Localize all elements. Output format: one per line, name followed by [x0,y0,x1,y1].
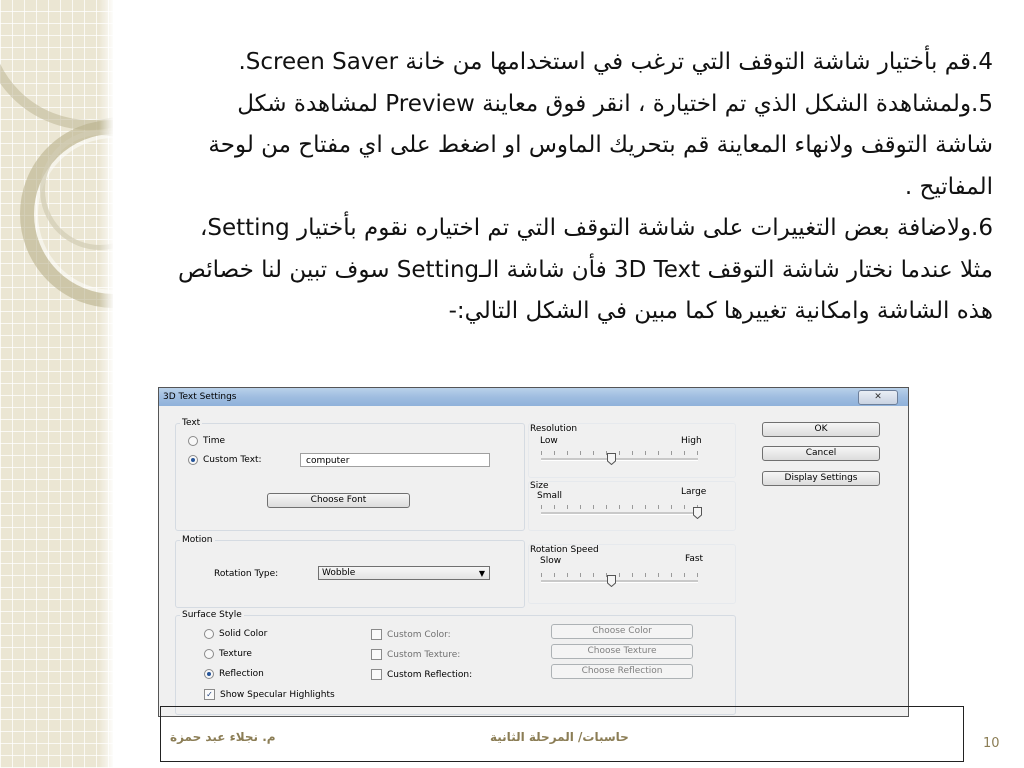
choose-color-button[interactable]: Choose Color [551,624,693,639]
dialog-titlebar[interactable] [159,388,908,406]
choose-reflection-button[interactable]: Choose Reflection [551,664,693,679]
rotation-type-value: Wobble [322,568,356,578]
radio-selected-icon [204,669,214,679]
choose-font-button[interactable]: Choose Font [267,493,410,508]
paragraph-step-5: 5.ولمشاهدة الشكل الذي تم اختيارة ، انقر فوق معاينة Preview لمشاهدة شكل شاشة التوقف ولانهاء المعاينة قم بتحريك الماوس او اضغط على اي مفتاح من لوحة المفاتيح . [208,90,993,200]
slide-body-text [178,42,993,333]
size-group [528,481,736,531]
reflection-label: Reflection [219,669,264,679]
custom-texture-checkbox[interactable] [371,649,460,660]
rotation-speed-slow-label: Slow [540,556,562,566]
slider-thumb-icon[interactable] [693,507,702,519]
rotation-speed-slider[interactable] [541,574,698,596]
resolution-label: Resolution [530,424,578,434]
time-radio[interactable] [188,436,225,446]
custom-color-label: Custom Color: [387,629,451,640]
slider-track [541,512,698,515]
size-large-label: Large [681,487,707,497]
resolution-group [528,423,736,478]
rotation-type-select[interactable] [318,566,490,580]
decorative-ring [0,0,113,130]
resolution-high-label: High [681,436,702,446]
specular-highlights-label: Show Specular Highlights [220,689,335,700]
resolution-slider[interactable] [541,452,698,474]
custom-text-radio[interactable] [188,455,262,465]
custom-text-label: Custom Text: [203,455,262,465]
time-label: Time [203,436,226,446]
solid-color-radio[interactable] [204,629,267,639]
radio-icon [204,649,214,659]
resolution-low-label: Low [540,436,558,446]
close-button[interactable]: ✕ [858,390,898,405]
choose-texture-button[interactable]: Choose Texture [551,644,693,659]
decorative-side-panel [0,0,113,768]
checkbox-icon [371,649,382,660]
dialog-body [167,408,900,712]
motion-group-label: Motion [182,535,213,545]
rotation-speed-label: Rotation Speed [530,545,599,555]
custom-texture-label: Custom Texture: [387,649,461,660]
rotation-type-label: Rotation Type: [214,569,279,579]
custom-color-checkbox[interactable] [371,629,451,640]
motion-group [175,535,525,608]
checkbox-icon [371,629,382,640]
size-label: Size [530,481,549,491]
text-group [175,418,525,531]
display-settings-button[interactable]: Display Settings [762,471,880,486]
slider-ticks [541,573,698,577]
texture-label: Texture [219,649,252,659]
footer-author: م. نجلاء عبد حمزة [170,730,276,744]
radio-icon [188,436,198,446]
slider-ticks [541,505,698,509]
texture-radio[interactable] [204,649,252,659]
dropdown-arrow-icon: ▼ [478,569,485,578]
checkbox-icon [371,669,382,680]
page-number: 10 [983,736,1000,751]
slider-track [541,580,698,583]
dialog-title: 3D Text Settings [163,392,237,402]
ok-button[interactable]: OK [762,422,880,437]
size-slider[interactable] [541,506,698,528]
panel-shade [99,0,113,768]
custom-text-input[interactable]: computer [300,453,490,467]
slider-thumb-icon[interactable] [607,453,616,465]
reflection-radio[interactable] [204,669,264,679]
surface-style-group [175,610,736,715]
radio-icon [204,629,214,639]
slider-thumb-icon[interactable] [607,575,616,587]
paragraph-step-6: 6.ولاضافة بعض التغييرات على شاشة التوقف التي تم اختياره نقوم بأختيار Setting، مثلا عندما نختار شاشة التوقف 3D Text فأن شاشة الـSetting سوف تبين لنا خصائص هذه الشاشة وامكانية تغييرها كما مبين في الشكل التالي:- [178,215,993,324]
checkmark-icon: ✓ [204,689,215,700]
paragraph-step-4: 4.قم بأختيار شاشة التوقف التي ترغب في استخدامها من خانة Screen Saver. [238,49,993,75]
custom-reflection-checkbox[interactable] [371,669,472,680]
rotation-speed-fast-label: Fast [685,554,704,564]
footer-course: حاسبات/ المرحلة الثانية [490,730,629,744]
size-small-label: Small [537,491,562,501]
custom-reflection-label: Custom Reflection: [387,669,473,680]
rotation-speed-group [528,544,736,604]
slider-ticks [541,451,698,455]
cancel-button[interactable]: Cancel [762,446,880,461]
3d-text-settings-dialog [158,387,909,717]
surface-style-label: Surface Style [182,610,242,620]
text-group-label: Text [182,418,201,428]
slider-track [541,458,698,461]
solid-color-label: Solid Color [219,629,268,639]
radio-selected-icon [188,455,198,465]
specular-highlights-checkbox[interactable] [204,689,335,700]
